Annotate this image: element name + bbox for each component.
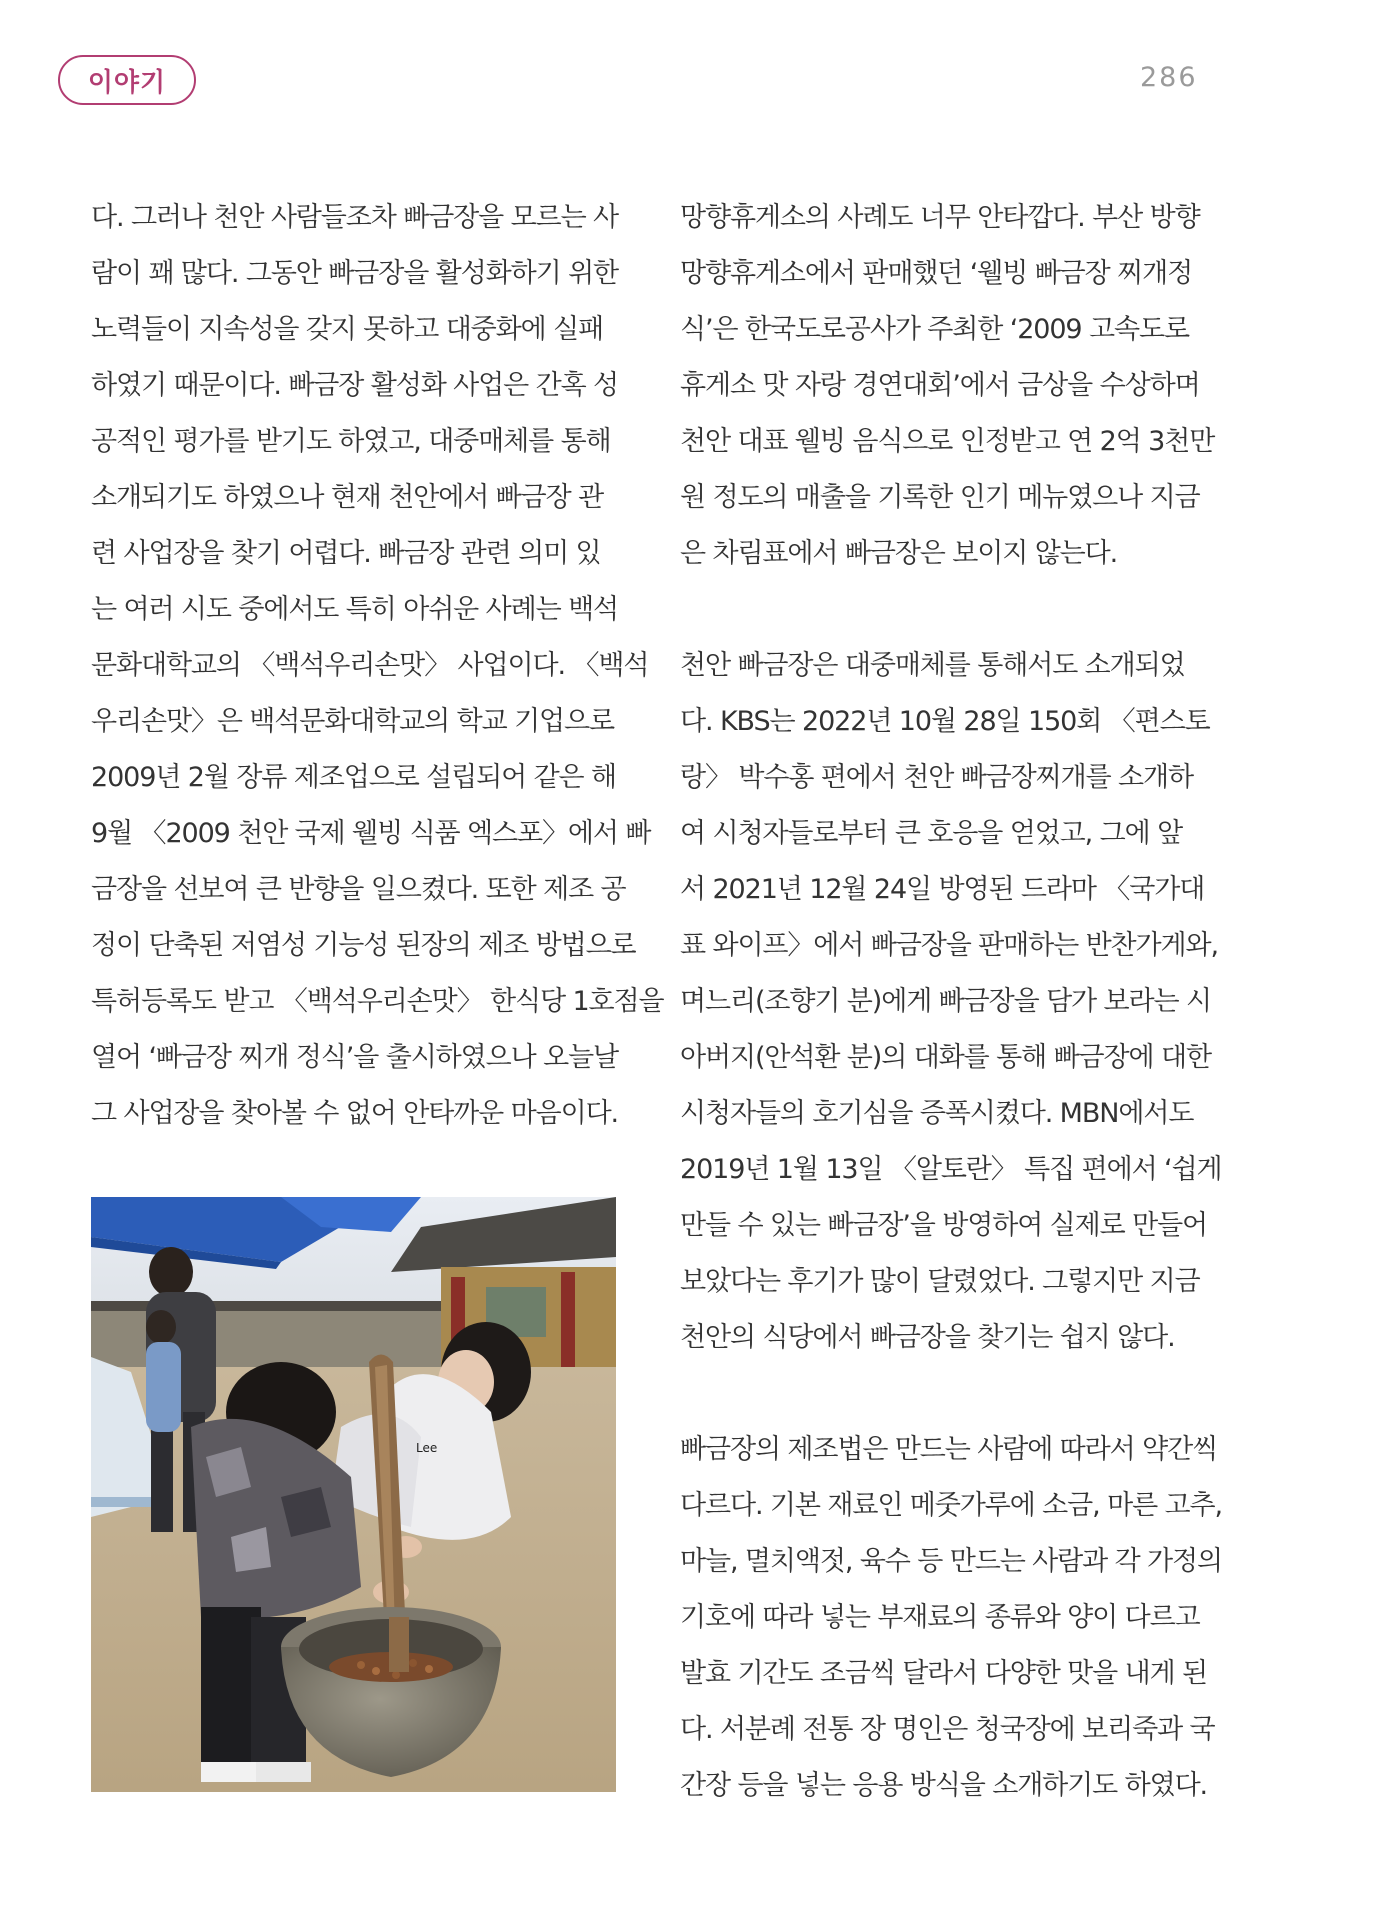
text-line: 표 와이프〉에서 빠금장을 판매하는 반찬가게와, [680, 930, 1218, 961]
text-line: 특허등록도 받고 〈백석우리손맛〉 한식당 1호점을 [91, 986, 664, 1017]
text-line: 련 사업장을 찾기 어렵다. 빠금장 관련 의미 있 [91, 538, 601, 569]
right-column-text [680, 190, 1223, 1814]
text-line: 다. 서분례 전통 장 명인은 청국장에 보리죽과 국 [680, 1714, 1215, 1745]
text-line: 만들 수 있는 빠금장’을 방영하여 실제로 만들어 [680, 1210, 1208, 1241]
paragraph-gap [680, 582, 1205, 638]
paragraph-gap [680, 1366, 1205, 1422]
section-badge [58, 55, 196, 105]
text-line: 다. 그러나 천안 사람들조차 빠금장을 모르는 사 [91, 202, 619, 233]
photo-pounding-mortar [91, 1197, 616, 1792]
text-line: 망향휴게소에서 판매했던 ‘웰빙 빠금장 찌개정 [680, 258, 1193, 289]
text-line: 서 2021년 12월 24일 방영된 드라마 〈국가대 [680, 874, 1205, 905]
text-line: 휴게소 맛 자랑 경연대회’에서 금상을 수상하며 [680, 370, 1200, 401]
text-line: 천안 빠금장은 대중매체를 통해서도 소개되었 [680, 650, 1185, 681]
section-label: 이야기 [87, 67, 167, 98]
text-line: 우리손맛〉은 백석문화대학교의 학교 기업으로 [91, 706, 615, 737]
text-line: 다. KBS는 2022년 10월 28일 150회 〈편스토 [680, 706, 1210, 737]
text-line: 9월 〈2009 천안 국제 웰빙 식품 엑스포〉에서 빠 [91, 818, 651, 849]
text-line: 2009년 2월 장류 제조업으로 설립되어 같은 해 [91, 762, 616, 793]
text-line: 다르다. 기본 재료인 메줏가루에 소금, 마른 고추, [680, 1490, 1223, 1521]
text-line: 는 여러 시도 중에서도 특히 아쉬운 사례는 백석 [91, 594, 619, 625]
text-line: 천안 대표 웰빙 음식으로 인정받고 연 2억 3천만 [680, 426, 1215, 457]
text-line: 문화대학교의 〈백석우리손맛〉 사업이다. 〈백석 [91, 650, 649, 681]
text-line: 식’은 한국도로공사가 주최한 ‘2009 고속도로 [680, 314, 1189, 345]
text-line: 천안의 식당에서 빠금장을 찾기는 쉽지 않다. [680, 1322, 1175, 1353]
page-number: 286 [1140, 62, 1198, 93]
text-line: 발효 기간도 조금씩 달라서 다양한 맛을 내게 된 [680, 1658, 1208, 1689]
text-line: 하였기 때문이다. 빠금장 활성화 사업은 간혹 성 [91, 370, 619, 401]
text-line: 은 차림표에서 빠금장은 보이지 않는다. [680, 538, 1118, 569]
text-line: 아버지(안석환 분)의 대화를 통해 빠금장에 대한 [680, 1042, 1211, 1073]
text-line: 공적인 평가를 받기도 하였고, 대중매체를 통해 [91, 426, 611, 457]
text-line: 마늘, 멸치액젓, 육수 등 만드는 사람과 각 가정의 [680, 1546, 1222, 1577]
text-line: 열어 ‘빠금장 찌개 정식’을 출시하였으나 오늘날 [91, 1042, 619, 1073]
text-line: 금장을 선보여 큰 반향을 일으켰다. 또한 제조 공 [91, 874, 626, 905]
text-line: 소개되기도 하였으나 현재 천안에서 빠금장 관 [91, 482, 604, 513]
text-line: 여 시청자들로부터 큰 호응을 얻었고, 그에 앞 [680, 818, 1183, 849]
shirt-logo: Lee [416, 1441, 438, 1455]
text-line: 간장 등을 넣는 응용 방식을 소개하기도 하였다. [680, 1770, 1208, 1801]
text-line: 람이 꽤 많다. 그동안 빠금장을 활성화하기 위한 [91, 258, 619, 289]
text-line: 기호에 따라 넣는 부재료의 종류와 양이 다르고 [680, 1602, 1200, 1633]
text-line: 며느리(조향기 분)에게 빠금장을 담가 보라는 시 [680, 986, 1211, 1017]
text-line: 빠금장의 제조법은 만드는 사람에 따라서 약간씩 [680, 1434, 1218, 1465]
text-line: 시청자들의 호기심을 증폭시켰다. MBN에서도 [680, 1098, 1194, 1129]
text-line: 2019년 1월 13일 〈알토란〉 특집 편에서 ‘쉽게 [680, 1154, 1222, 1185]
left-column-text [91, 190, 664, 1142]
text-line: 정이 단축된 저염성 기능성 된장의 제조 방법으로 [91, 930, 636, 961]
text-line: 랑〉 박수홍 편에서 천안 빠금장찌개를 소개하 [680, 762, 1193, 793]
text-line: 그 사업장을 찾아볼 수 없어 안타까운 마음이다. [91, 1098, 619, 1129]
text-line: 보았다는 후기가 많이 달렸었다. 그렇지만 지금 [680, 1266, 1200, 1297]
text-line: 노력들이 지속성을 갖지 못하고 대중화에 실패 [91, 314, 604, 345]
text-line: 망향휴게소의 사례도 너무 안타깝다. 부산 방향 [680, 202, 1200, 233]
text-line: 원 정도의 매출을 기록한 인기 메뉴였으나 지금 [680, 482, 1200, 513]
